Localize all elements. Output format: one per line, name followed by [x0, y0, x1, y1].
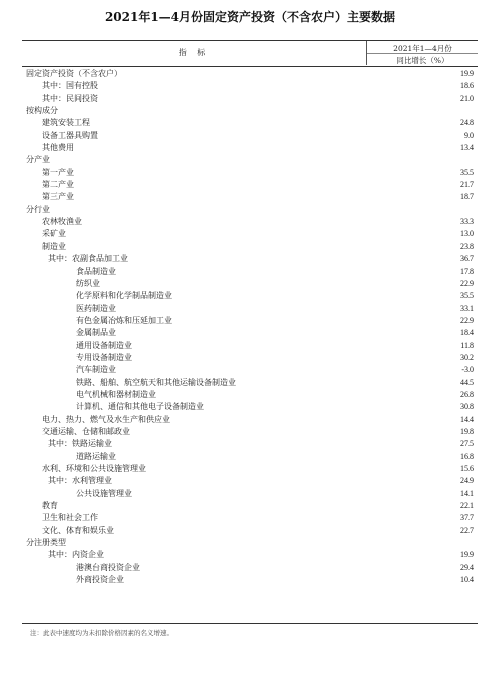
row-value: 26.8	[460, 389, 474, 399]
row-label: 文化、体育和娱乐业	[42, 525, 114, 535]
row-value: 19.9	[460, 69, 474, 78]
table-row	[22, 191, 478, 203]
table-row	[22, 340, 478, 352]
row-value: 9.0	[464, 130, 474, 140]
row-value: -3.0	[461, 365, 474, 375]
table-row	[22, 389, 478, 401]
table-row	[22, 549, 478, 561]
table-row	[22, 228, 478, 240]
table-row	[22, 167, 478, 179]
row-label: 第二产业	[42, 180, 74, 190]
table-row	[22, 68, 478, 80]
row-label: 分产业	[26, 155, 50, 165]
table-body	[22, 68, 478, 586]
row-label: 纺织业	[76, 278, 100, 288]
row-label: 专用设备制造业	[76, 352, 132, 362]
row-value: 16.8	[460, 451, 474, 461]
row-value: 24.8	[460, 118, 474, 128]
row-label: 外商投资企业	[76, 575, 124, 585]
table-row	[22, 562, 478, 574]
row-value: 27.5	[460, 439, 474, 449]
table-bottom-rule	[22, 623, 478, 624]
row-value: 18.6	[460, 81, 474, 91]
row-label: 电气机械和器材制造业	[76, 389, 156, 399]
row-value: 22.1	[460, 501, 474, 511]
row-value: 10.4	[460, 575, 474, 585]
table-row	[22, 574, 478, 586]
row-value: 36.7	[460, 254, 474, 264]
row-label: 铁路、船舶、航空航天和其他运输设备制造业	[76, 377, 236, 387]
row-value: 11.8	[460, 340, 474, 350]
row-label: 第三产业	[42, 192, 74, 202]
row-value: 22.7	[460, 525, 474, 535]
row-label: 港澳台商投资企业	[76, 562, 140, 572]
row-value: 35.5	[460, 291, 474, 301]
page-title: 2021年1—4月份固定资产投资（不含农户）主要数据	[104, 10, 396, 24]
table-note: 注：此表中速度均为未扣除价格因素的名义增速。	[30, 629, 173, 637]
row-value: 19.8	[460, 426, 474, 436]
row-value: 18.4	[460, 328, 474, 338]
table-row	[22, 438, 478, 450]
table-row	[22, 154, 478, 166]
row-label: 交通运输、仓储和邮政业	[42, 426, 130, 436]
header-period: 2021年1—4月份	[393, 44, 452, 53]
row-label: 建筑安装工程	[42, 118, 90, 128]
row-value: 24.9	[460, 476, 474, 486]
row-value: 21.0	[460, 93, 474, 103]
table-row	[22, 401, 478, 413]
row-value: 13.0	[460, 229, 474, 239]
row-label: 其中：水利管理业	[48, 476, 112, 486]
row-label: 有色金属冶炼和压延加工业	[76, 315, 172, 325]
row-value: 14.4	[460, 414, 474, 424]
row-label: 其他费用	[42, 143, 74, 153]
row-label: 化学原料和化学制品制造业	[76, 291, 172, 301]
row-label: 水利、环境和公共设施管理业	[42, 464, 146, 473]
row-label: 道路运输业	[76, 451, 116, 461]
table-row	[22, 266, 478, 278]
table-row	[22, 241, 478, 253]
row-value: 33.3	[460, 217, 474, 227]
row-label: 其中：农副食品加工业	[48, 254, 128, 264]
row-value: 44.5	[460, 377, 474, 387]
row-value: 18.7	[460, 192, 474, 202]
row-label: 制造业	[42, 241, 66, 251]
table-row	[22, 488, 478, 500]
row-value: 37.7	[460, 513, 474, 523]
header-mid-rule	[367, 53, 478, 54]
row-value: 21.7	[460, 180, 474, 190]
table-row	[22, 315, 478, 327]
row-label: 第一产业	[42, 167, 74, 177]
table-row	[22, 451, 478, 463]
table-row	[22, 204, 478, 216]
row-label: 汽车制造业	[76, 365, 116, 375]
row-label: 分行业	[26, 204, 50, 214]
row-label: 电力、热力、燃气及水生产和供应业	[42, 414, 170, 424]
row-label: 金属制品业	[76, 328, 116, 338]
header-indicator: 指 标	[178, 48, 210, 57]
table-row	[22, 463, 478, 475]
table-row	[22, 216, 478, 228]
table-row	[22, 377, 478, 389]
table-row	[22, 278, 478, 290]
table-row	[22, 537, 478, 549]
table-row	[22, 179, 478, 191]
row-label: 固定资产投资（不含农户）	[26, 69, 122, 78]
row-label: 计算机、通信和其他电子设备制造业	[76, 402, 204, 412]
row-label: 其中：铁路运输业	[48, 439, 112, 449]
row-label: 其中：内资企业	[48, 550, 104, 560]
header-growth: 同比增长（%）	[396, 56, 449, 65]
table-row	[22, 414, 478, 426]
row-label: 设备工器具购置	[42, 130, 98, 140]
row-label: 其中：国有控股	[42, 81, 98, 91]
row-value: 15.6	[460, 464, 474, 473]
row-label: 教育	[42, 501, 58, 511]
row-label: 通用设备制造业	[76, 340, 132, 350]
row-value: 30.8	[460, 402, 474, 412]
row-label: 分注册类型	[26, 538, 66, 548]
table-row	[22, 290, 478, 302]
table-row	[22, 105, 478, 117]
row-value: 22.9	[460, 278, 474, 288]
row-label: 按构成分	[26, 106, 58, 116]
row-label: 食品制造业	[76, 266, 116, 276]
row-label: 公共设施管理业	[76, 488, 132, 498]
table-row	[22, 327, 478, 339]
table-row	[22, 80, 478, 92]
row-value: 17.8	[460, 266, 474, 276]
row-value: 33.1	[460, 303, 474, 313]
table-row	[22, 117, 478, 129]
row-value: 22.9	[460, 315, 474, 325]
row-value: 35.5	[460, 167, 474, 177]
table-row	[22, 525, 478, 537]
table-row	[22, 500, 478, 512]
row-value: 30.2	[460, 352, 474, 362]
row-value: 23.8	[460, 241, 474, 251]
row-label: 采矿业	[42, 229, 66, 239]
table-row	[22, 512, 478, 524]
table-row	[22, 142, 478, 154]
row-label: 卫生和社会工作	[42, 513, 98, 523]
table-row	[22, 364, 478, 376]
table-row	[22, 475, 478, 487]
row-value: 19.9	[460, 550, 474, 560]
table-row	[22, 352, 478, 364]
row-value: 13.4	[460, 143, 474, 153]
table-row	[22, 130, 478, 142]
row-label: 医药制造业	[76, 303, 116, 313]
row-label: 农林牧渔业	[42, 217, 82, 227]
table-row	[22, 93, 478, 105]
row-label: 其中：民间投资	[42, 93, 98, 103]
table-row	[22, 303, 478, 315]
table-row	[22, 426, 478, 438]
table-header-rule	[22, 66, 478, 67]
table-row	[22, 253, 478, 265]
row-value: 14.1	[460, 488, 474, 498]
table-header	[22, 41, 478, 65]
row-value: 29.4	[460, 562, 474, 572]
